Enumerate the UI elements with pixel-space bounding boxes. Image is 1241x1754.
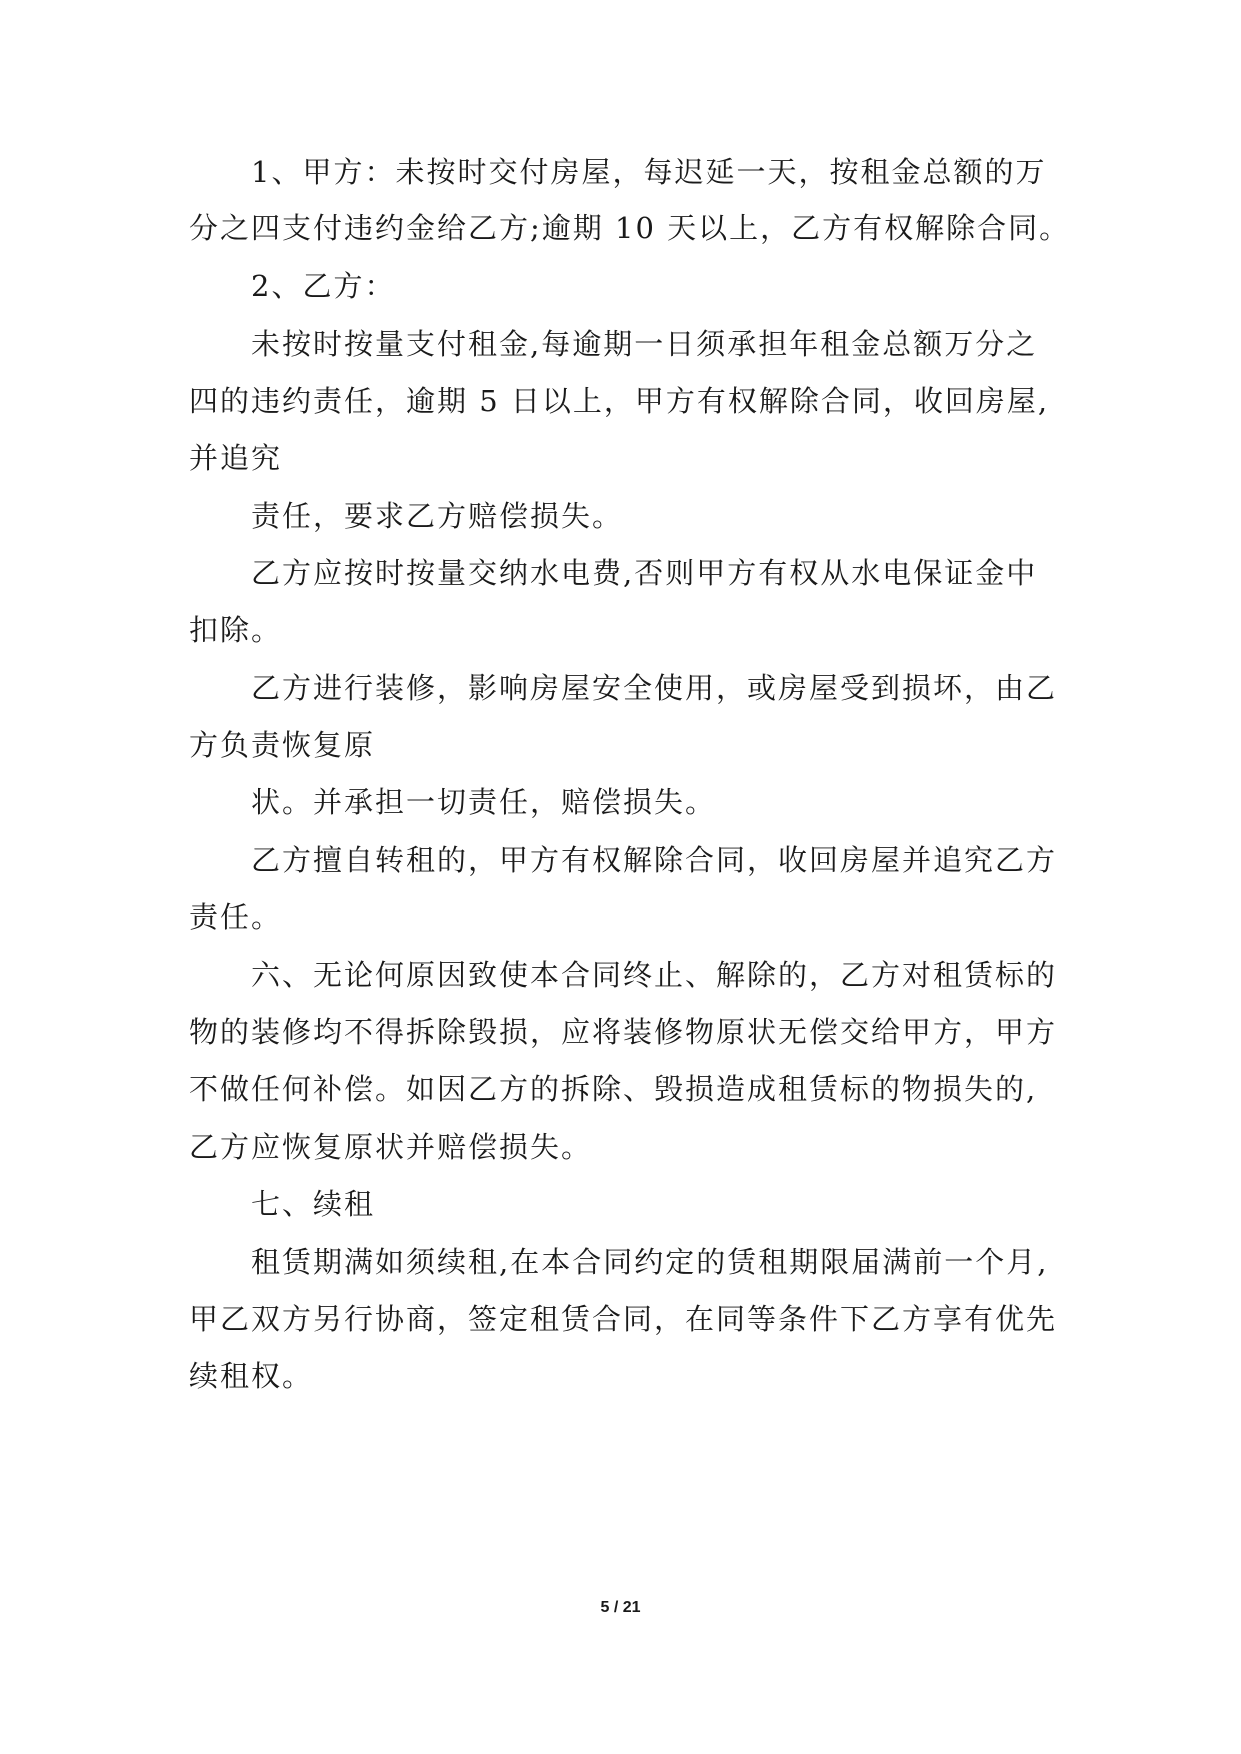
paragraph-line: 乙方应按时按量交纳水电费,否则甲方有权从水电保证金中	[251, 556, 1038, 590]
paragraph-line: 物的装修均不得拆除毁损，应将装修物原状无偿交给甲方，甲方	[189, 1015, 1058, 1049]
section-heading: 七、续租	[251, 1187, 376, 1221]
paragraph-line: 乙方应恢复原状并赔偿损失。	[189, 1130, 593, 1164]
paragraph-line: 方负责恢复原	[189, 728, 376, 762]
paragraph-line: 四的违约责任，逾期 5 日以上，甲方有权解除合同，收回房屋,	[189, 384, 1050, 418]
paragraph-line: 未按时按量支付租金,每逾期一日须承担年租金总额万分之	[251, 327, 1038, 361]
paragraph-line: 2、乙方：	[251, 269, 396, 303]
paragraph-line: 租赁期满如须续租,在本合同约定的赁租期限届满前一个月,	[251, 1245, 1049, 1279]
paragraph-line: 责任。	[189, 900, 283, 934]
paragraph-line: 乙方擅自转租的，甲方有权解除合同，收回房屋并追究乙方	[251, 843, 1058, 877]
paragraph-line: 1、甲方：未按时交付房屋，每迟延一天，按租金总额的万	[251, 155, 1047, 189]
paragraph-line: 扣除。	[189, 613, 283, 647]
paragraph-line: 并追究	[189, 441, 283, 475]
paragraph-line: 不做任何补偿。如因乙方的拆除、毁损造成租赁标的物损失的,	[189, 1072, 1038, 1106]
paragraph-line: 甲乙双方另行协商，签定租赁合同，在同等条件下乙方享有优先	[189, 1302, 1058, 1336]
paragraph-line: 六、无论何原因致使本合同终止、解除的，乙方对租赁标的	[251, 958, 1058, 992]
page-number: 5 / 21	[600, 1599, 641, 1616]
paragraph-line: 续租权。	[189, 1359, 314, 1393]
paragraph-line: 分之四支付违约金给乙方;逾期 10 天以上，乙方有权解除合同。	[189, 211, 1071, 245]
paragraph-line: 责任，要求乙方赔偿损失。	[251, 499, 624, 533]
paragraph-line: 状。并承担一切责任，赔偿损失。	[251, 785, 717, 819]
paragraph-line: 乙方进行装修，影响房屋安全使用，或房屋受到损坏，由乙	[251, 671, 1058, 705]
